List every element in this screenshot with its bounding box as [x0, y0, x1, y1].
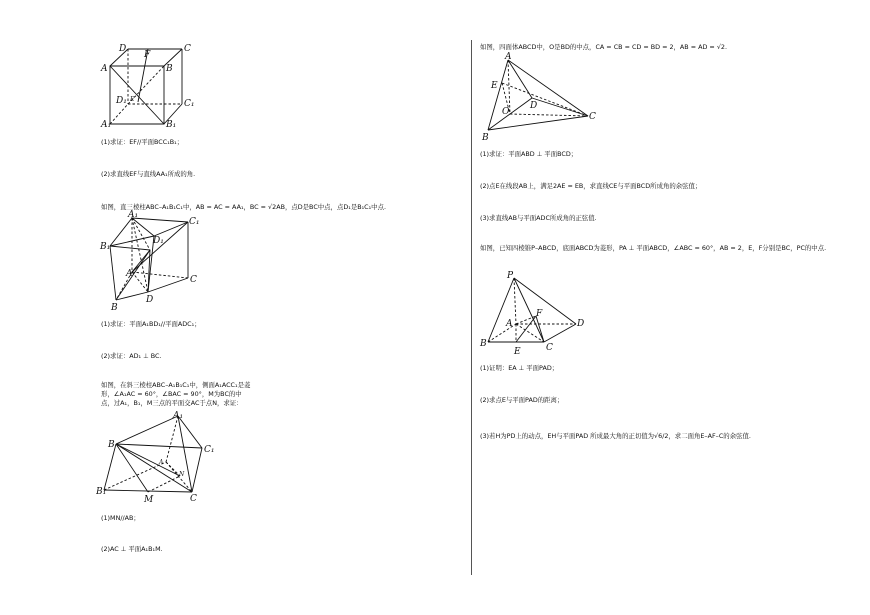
prism2-label-c1: C₁: [204, 445, 215, 455]
prism1-label-d: D: [146, 295, 154, 305]
prism1-label-c: C: [190, 275, 197, 285]
prism2-label-n: N: [179, 471, 185, 478]
prism2-label-m: M: [144, 495, 154, 504]
pyramid-label-p: P: [507, 271, 514, 281]
cube-label-a: A: [101, 64, 108, 74]
cube-label-a1: A₁: [101, 120, 112, 130]
prism1-label-b1: B₁: [100, 242, 111, 252]
prism1-label-a1: A₁: [128, 210, 139, 220]
tetra-label-o: O: [502, 107, 510, 117]
pyramid-label-d: D: [577, 319, 585, 329]
cube-label-f: F: [144, 50, 151, 60]
cube-label-b1: B₁: [166, 120, 177, 130]
prism1-intro: 如图，直三棱柱ABC–A₁B₁C₁中，AB = AC = AA₁，BC = √2AB，点D是BC中点，点D₁是B₁C₁中点.: [101, 203, 386, 211]
cube-label-d1: D₁: [116, 96, 127, 106]
cube-label-c1: C₁: [184, 99, 195, 109]
column-divider: [471, 40, 472, 575]
prism2-figure: [96, 408, 220, 504]
cube-question-2: (2)求直线EF与直线AA₁所成的角.: [101, 170, 196, 178]
prism2-label-a: A: [159, 459, 164, 466]
pyramid-label-a: A: [506, 319, 513, 329]
tetra-label-d: D: [530, 101, 538, 111]
prism2-question-1: (1)MN//AB；: [101, 514, 140, 522]
prism2-label-a1: A₁: [173, 411, 184, 421]
prism1-label-a: A: [126, 269, 133, 279]
tetra-label-a: A: [505, 52, 512, 62]
tetra-question-1: (1)求证：平面ABD ⊥ 平面BCD；: [480, 150, 578, 158]
tetra-question-3: (3)求直线AB与平面ADC所成角的正弦值.: [480, 214, 597, 222]
prism2-label-b1: B₁: [96, 487, 107, 497]
pyramid-intro: 如图，已知四棱锥P–ABCD，底面ABCD为菱形，PA ⊥ 平面ABCD，∠ABC = 60°，AB = 2，E，F分别是BC，PC的中点.: [480, 244, 827, 252]
cube-figure: [98, 40, 198, 132]
prism1-label-d1: D₁: [153, 236, 164, 246]
cube-question-1: (1)求证：EF//平面BCC₁B₁；: [101, 138, 184, 146]
tetra-label-c: C: [589, 112, 596, 122]
pyramid-question-1: (1)证明：EA ⊥ 平面PAD；: [480, 364, 559, 372]
pyramid-label-b: B: [480, 339, 487, 349]
prism2-question-2: (2)AC ⊥ 平面A₁B₁M.: [101, 545, 163, 553]
pyramid-label-e: E: [514, 347, 521, 356]
pyramid-label-f: F: [536, 309, 543, 319]
tetra-question-2: (2)点E在线段AB上，满足2AE = EB，求直线CE与平面BCD所成角的余弦值；: [480, 182, 702, 190]
cube-label-b: B: [166, 64, 173, 74]
prism1-label-c1: C₁: [189, 217, 200, 227]
prism2-label-c: C: [190, 494, 197, 504]
prism2-intro: 如图，在斜三棱柱ABC–A₁B₁C₁中，侧面A₁ACC₁是菱形，∠A₁AC = 60°，∠BAC = 90°，M为BC的中点，过A₁，B₁，M三点的平面交AC于点N，求证：: [101, 381, 251, 407]
tetra-intro: 如图，四面体ABCD中，O是BD的中点，CA = CB = CD = BD = 2，AB = AD = √2.: [480, 43, 727, 51]
prism1-figure: [98, 210, 208, 312]
cube-label-d: D: [119, 44, 127, 54]
pyramid-question-2: (2)求点E与平面PAD的距离；: [480, 396, 564, 404]
pyramid-label-c: C: [546, 343, 553, 353]
cube-label-c: C: [184, 44, 191, 54]
cube-label-e: E: [130, 96, 135, 103]
prism1-label-b: B: [111, 303, 118, 312]
pyramid-question-3: (3)若H为PD上的动点，EH与平面PAD 所成最大角的正切值为√6/2，求二面角E–AF–C的余弦值.: [480, 432, 751, 440]
tetra-figure: [478, 50, 602, 142]
prism2-label-b: B: [108, 440, 115, 450]
prism1-top-face: [132, 218, 188, 236]
prism1-question-1: (1)求证：平面A₁BD₁//平面ADC₁；: [101, 320, 201, 328]
pyramid-figure: [478, 268, 598, 356]
prism1-question-2: (2)求证：AD₁ ⊥ BC.: [101, 352, 162, 360]
tetra-label-e: E: [491, 81, 498, 91]
tetra-label-b: B: [482, 133, 489, 142]
